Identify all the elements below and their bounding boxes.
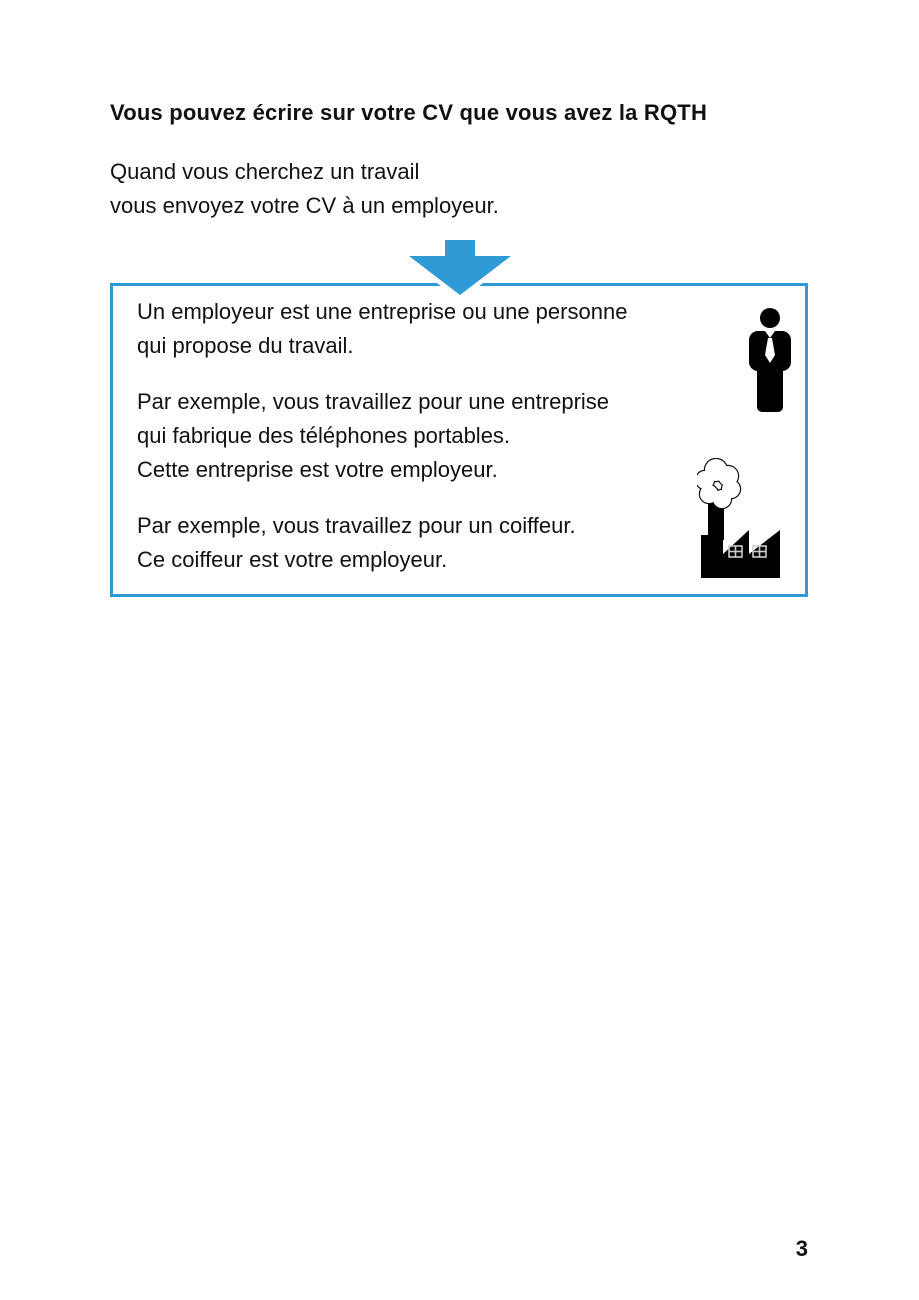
box-line: Un employeur est une entreprise ou une personne bbox=[137, 299, 628, 324]
page-title: Vous pouvez écrire sur votre CV que vous avez la RQTH bbox=[110, 100, 708, 125]
intro-paragraph bbox=[110, 155, 499, 223]
box-paragraph bbox=[137, 509, 627, 577]
down-arrow-icon bbox=[405, 239, 515, 297]
box-line: Cette entreprise est votre employeur. bbox=[137, 457, 498, 482]
box-line: Ce coiffeur est votre employeur. bbox=[137, 547, 448, 572]
businessman-icon bbox=[748, 308, 792, 412]
box-line: Par exemple, vous travaillez pour une entreprise bbox=[137, 389, 610, 414]
intro-line: vous envoyez votre CV à un employeur. bbox=[110, 193, 499, 218]
factory-icon bbox=[697, 458, 787, 580]
definition-box-text bbox=[137, 295, 627, 577]
definition-box bbox=[110, 283, 808, 597]
box-line: Par exemple, vous travaillez pour un coiffeur. bbox=[137, 513, 576, 538]
box-line: qui fabrique des téléphones portables. bbox=[137, 423, 511, 448]
box-paragraph bbox=[137, 295, 627, 363]
box-line: qui propose du travail. bbox=[137, 333, 354, 358]
box-paragraph bbox=[137, 385, 627, 487]
intro-line: Quand vous cherchez un travail bbox=[110, 159, 420, 184]
page-number: 3 bbox=[795, 1236, 808, 1261]
